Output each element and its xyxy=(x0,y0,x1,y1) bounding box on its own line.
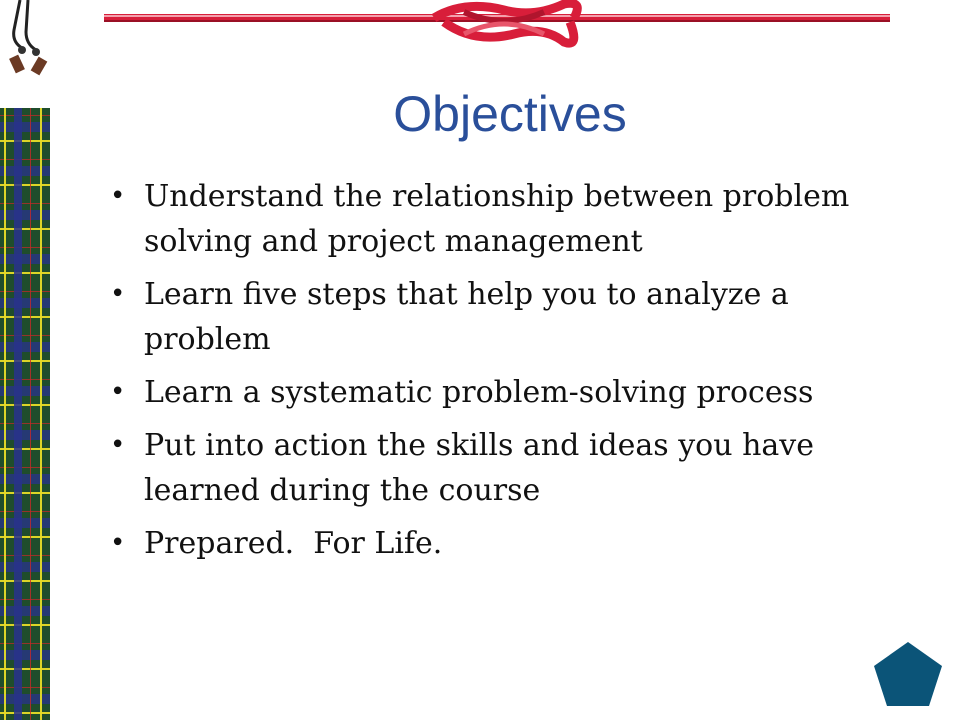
slide-title: Objectives xyxy=(393,86,627,142)
bullet-icon: • xyxy=(110,181,126,211)
list-item xyxy=(110,174,910,264)
square-knot-rope-icon xyxy=(104,0,890,52)
bullet-text: Learn five steps that help you to analyze a problem xyxy=(144,277,789,357)
bullet-icon: • xyxy=(110,528,126,558)
bullet-text: Understand the relationship between problem solving and project management xyxy=(144,179,850,259)
list-item xyxy=(110,423,910,513)
bullet-text: Learn a systematic problem-solving process xyxy=(144,375,814,410)
bullet-icon: • xyxy=(110,377,126,407)
neckerchief-slide-icon xyxy=(0,0,60,90)
list-item xyxy=(110,272,910,362)
bullet-text: Prepared. For Life. xyxy=(144,526,443,561)
list-item xyxy=(110,521,910,566)
bullet-list xyxy=(110,174,910,574)
bullet-icon: • xyxy=(110,279,126,309)
bullet-icon: • xyxy=(110,430,126,460)
bullet-text: Put into action the skills and ideas you have learned during the course xyxy=(144,428,814,508)
pentagon-nav-icon[interactable] xyxy=(872,640,944,708)
tartan-strip xyxy=(0,108,50,720)
list-item xyxy=(110,370,910,415)
